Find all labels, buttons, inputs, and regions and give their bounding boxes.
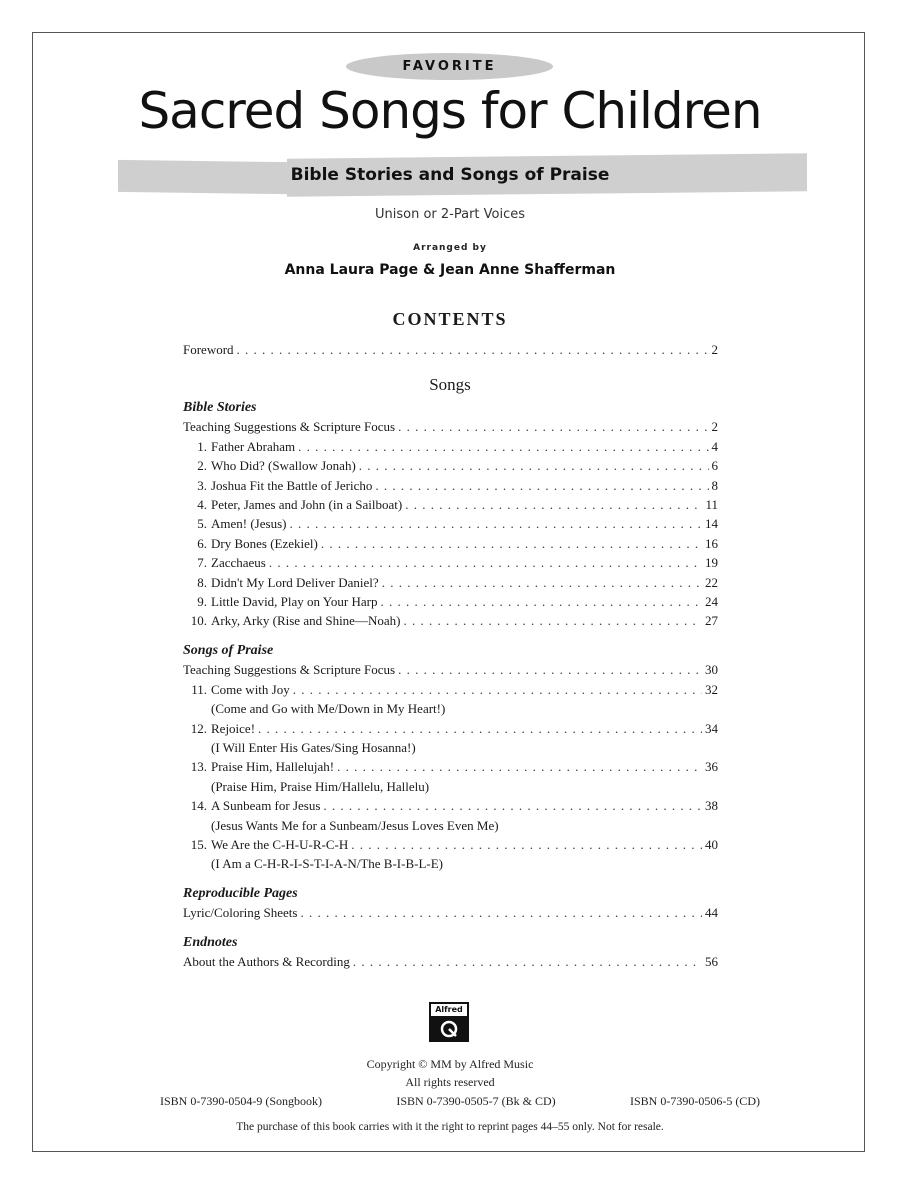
isbn-songbook: ISBN 0-7390-0504-9 (Songbook) bbox=[160, 1094, 322, 1108]
toc-row[interactable] bbox=[183, 592, 718, 611]
section-heading-reproducible: Reproducible Pages bbox=[183, 886, 298, 901]
toc-reproducible bbox=[183, 884, 718, 923]
toc-label: We Are the C-H-U-R-C-H bbox=[211, 836, 349, 852]
toc-page: 4 bbox=[711, 438, 718, 454]
toc-label: Rejoice! bbox=[211, 720, 256, 736]
isbn-row bbox=[160, 1094, 760, 1109]
toc-page: 40 bbox=[705, 836, 718, 852]
alfred-logo-mark bbox=[431, 1018, 467, 1040]
toc-row[interactable] bbox=[183, 719, 718, 738]
toc-row[interactable] bbox=[183, 495, 718, 514]
toc-page: 2 bbox=[711, 419, 718, 435]
toc-row[interactable] bbox=[183, 660, 718, 679]
alfred-logo bbox=[429, 1002, 469, 1042]
contents-heading: CONTENTS bbox=[392, 309, 508, 329]
toc-label: Lyric/Coloring Sheets bbox=[183, 905, 298, 921]
toc-number: 4. bbox=[197, 496, 207, 512]
toc-row[interactable] bbox=[183, 437, 718, 456]
toc-label: Dry Bones (Ezekiel) bbox=[211, 535, 318, 551]
toc-page: 19 bbox=[705, 555, 718, 571]
toc-row[interactable] bbox=[183, 514, 718, 533]
toc-page: 34 bbox=[705, 720, 718, 736]
toc-row[interactable] bbox=[183, 680, 718, 699]
toc-label: A Sunbeam for Jesus bbox=[211, 798, 321, 814]
toc-page: 14 bbox=[705, 516, 718, 532]
toc-label: Teaching Suggestions & Scripture Focus bbox=[183, 662, 396, 678]
toc-label: Joshua Fit the Battle of Jericho bbox=[211, 477, 373, 493]
toc-row[interactable] bbox=[183, 611, 718, 630]
favorite-badge: FAVORITE bbox=[346, 53, 553, 80]
arranged-by-label: Arranged by bbox=[413, 243, 487, 253]
songs-heading: Songs bbox=[429, 375, 471, 394]
toc-row[interactable] bbox=[183, 553, 718, 572]
toc-number: 2. bbox=[197, 458, 207, 474]
toc-label: Little David, Play on Your Harp bbox=[211, 593, 378, 609]
toc-label: Foreword bbox=[183, 342, 234, 357]
toc-number: 8. bbox=[197, 574, 207, 590]
rights: All rights reserved bbox=[405, 1075, 495, 1089]
toc-row[interactable] bbox=[183, 534, 718, 553]
toc-label: About the Authors & Recording bbox=[183, 954, 350, 970]
toc-number: 14. bbox=[190, 798, 207, 814]
voicing: Unison or 2-Part Voices bbox=[374, 207, 526, 222]
toc-row[interactable] bbox=[183, 340, 718, 359]
toc-page: 36 bbox=[705, 759, 718, 775]
toc-page: 22 bbox=[705, 574, 718, 590]
toc-page: 56 bbox=[705, 954, 718, 970]
section-heading-bible-stories: Bible Stories bbox=[183, 400, 257, 415]
reprint-notice: The purchase of this book carries with it the right to reprint pages 44–55 only. Not for resale. bbox=[236, 1121, 664, 1133]
book-subtitle: Bible Stories and Songs of Praise bbox=[290, 165, 610, 185]
copyright: Copyright © MM by Alfred Music bbox=[366, 1057, 534, 1071]
toc-subtitle: (I Will Enter His Gates/Sing Hosanna!) bbox=[211, 739, 416, 755]
toc-page: 11 bbox=[705, 496, 718, 512]
toc-number: 9. bbox=[197, 593, 207, 609]
toc-number: 3. bbox=[197, 477, 207, 493]
toc-number: 10. bbox=[190, 613, 207, 629]
toc-number: 15. bbox=[190, 836, 207, 852]
toc-subtitle: (Jesus Wants Me for a Sunbeam/Jesus Loves Even Me) bbox=[211, 817, 499, 833]
toc-page: 38 bbox=[705, 798, 718, 814]
isbn-book-cd: ISBN 0-7390-0505-7 (Bk & CD) bbox=[396, 1094, 556, 1108]
toc-row[interactable] bbox=[183, 476, 718, 495]
toc-row[interactable] bbox=[183, 757, 718, 776]
section-heading-songs-of-praise: Songs of Praise bbox=[183, 643, 274, 658]
toc-songs-of-praise bbox=[183, 641, 718, 874]
toc-number: 12. bbox=[190, 720, 207, 736]
toc-row[interactable] bbox=[183, 417, 718, 436]
toc-label: Praise Him, Hallelujah! bbox=[211, 759, 335, 775]
toc-page: 32 bbox=[705, 681, 718, 697]
toc-number: 6. bbox=[197, 535, 207, 551]
toc-page: 24 bbox=[705, 593, 718, 609]
song-list bbox=[183, 437, 718, 631]
toc-page: 2 bbox=[711, 342, 718, 357]
alfred-logo-text: Alfred bbox=[431, 1004, 467, 1018]
toc-label: Arky, Arky (Rise and Shine—Noah) bbox=[211, 613, 401, 629]
toc-label: Amen! (Jesus) bbox=[211, 516, 287, 532]
toc-label: Teaching Suggestions & Scripture Focus bbox=[183, 419, 396, 435]
toc-row[interactable] bbox=[183, 456, 718, 475]
toc-foreword bbox=[183, 340, 718, 359]
toc-number: 7. bbox=[197, 555, 207, 571]
isbn-cd: ISBN 0-7390-0506-5 (CD) bbox=[629, 1094, 760, 1108]
toc-label: Come with Joy bbox=[211, 681, 290, 697]
toc-row[interactable] bbox=[183, 573, 718, 592]
toc-page: 44 bbox=[705, 905, 718, 921]
toc-label: Peter, James and John (in a Sailboat) bbox=[211, 496, 403, 512]
toc-row[interactable] bbox=[183, 903, 718, 922]
toc-label: Zacchaeus bbox=[211, 555, 266, 571]
toc-endnotes bbox=[183, 933, 718, 972]
toc-bible-stories bbox=[183, 398, 718, 631]
arrangers: Anna Laura Page & Jean Anne Shafferman bbox=[284, 262, 616, 278]
toc-number: 5. bbox=[197, 516, 207, 532]
toc-row[interactable] bbox=[183, 835, 718, 854]
toc-number: 13. bbox=[190, 759, 207, 775]
toc-page: 8 bbox=[711, 477, 718, 493]
toc-page: 27 bbox=[705, 613, 718, 629]
toc-label: Who Did? (Swallow Jonah) bbox=[211, 458, 356, 474]
toc-number: 11. bbox=[191, 681, 207, 697]
section-heading-endnotes: Endnotes bbox=[183, 935, 238, 950]
toc-row[interactable] bbox=[183, 952, 718, 971]
toc-label: Father Abraham bbox=[211, 438, 296, 454]
song-list bbox=[183, 680, 718, 874]
toc-subtitle: (Come and Go with Me/Down in My Heart!) bbox=[211, 701, 446, 717]
toc-subtitle: (Praise Him, Praise Him/Hallelu, Hallelu) bbox=[211, 778, 430, 794]
toc-page: 30 bbox=[705, 662, 718, 678]
logo-mark-icon bbox=[436, 1020, 462, 1038]
toc-page: 6 bbox=[711, 458, 718, 474]
book-title: Sacred Songs for Children bbox=[138, 82, 762, 140]
toc-label: Didn't My Lord Deliver Daniel? bbox=[211, 574, 379, 590]
toc-row[interactable] bbox=[183, 796, 718, 815]
toc-subtitle: (I Am a C-H-R-I-S-T-I-A-N/The B-I-B-L-E) bbox=[211, 856, 444, 872]
toc-page: 16 bbox=[705, 535, 718, 551]
toc-number: 1. bbox=[197, 438, 207, 454]
